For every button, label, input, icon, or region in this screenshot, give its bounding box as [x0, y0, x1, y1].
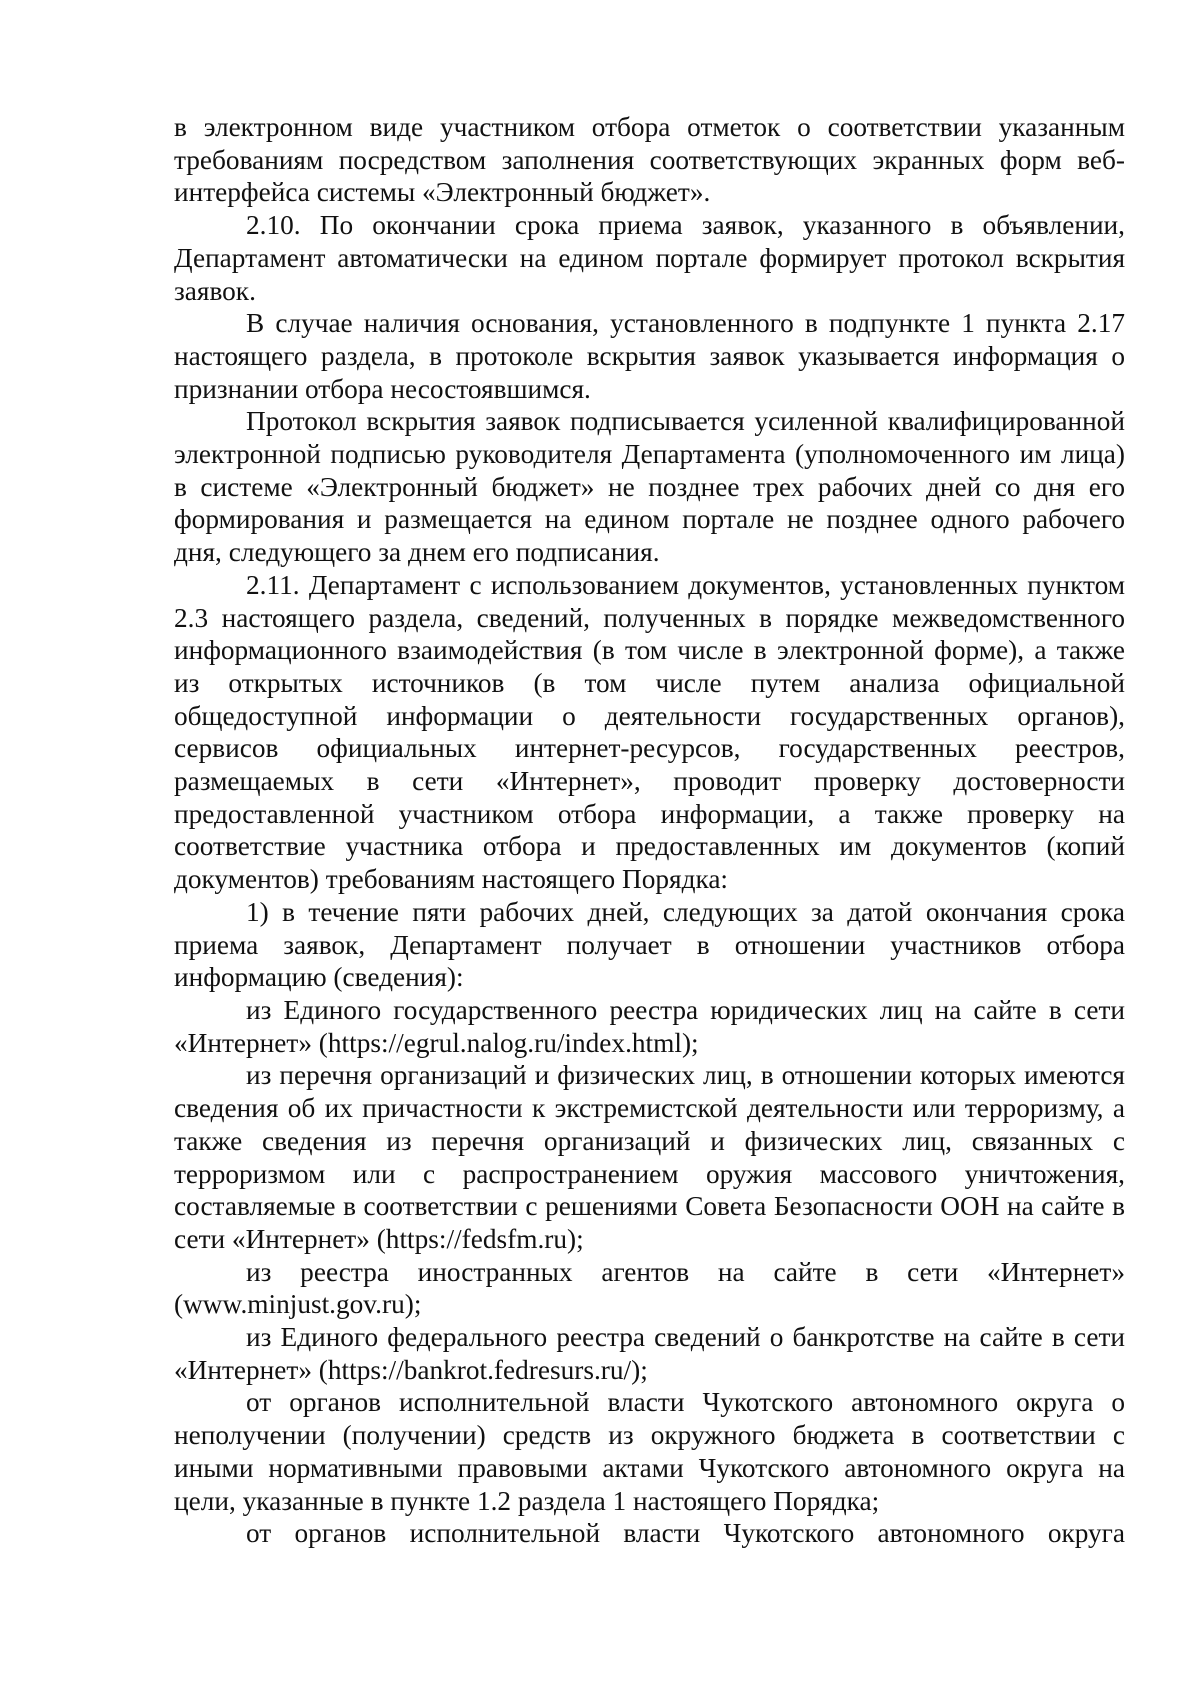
paragraph-protocol-signing: Протокол вскрытия заявок подписывается усиленной квалифицированной электронной подписью руководителя Департамента (уполномоченного им лица) в системе «Электронный бюджет» не позднее трех рабочих дней со дня его формирования и размещается на едином портале не позднее одного рабочего дня, следующего за днем его подписания.: [174, 406, 1125, 568]
paragraph-item-1: 1) в течение пяти рабочих дней, следующих за датой окончания срока приема заявок, Департамент получает в отношении участников отбора информацию (сведения):: [174, 896, 1125, 993]
paragraph-executive-authorities-1: от органов исполнительной власти Чукотского автономного округа о неполучении (получении) средств из окружного бюджета в соответствии с иными нормативными правовыми актами Чукотского автономного округа на цели, указанные в пункте 1.2 раздела 1 настоящего Порядка;: [174, 1387, 1125, 1516]
paragraph-grounds-failure: В случае наличия основания, установленного в подпункте 1 пункта 2.17 настоящего раздела, в протоколе вскрытия заявок указывается информация о признании отбора несостоявшимся.: [174, 308, 1125, 404]
paragraph-bankruptcy: из Единого федерального реестра сведений о банкротстве на сайте в сети «Интернет» (https://bankrot.fedresurs.ru/);: [174, 1322, 1125, 1385]
paragraph-foreign-agents: из реестра иностранных агентов на сайте в сети «Интернет» (www.minjust.gov.ru);: [174, 1256, 1125, 1320]
paragraph-continuation: в электронном виде участником отбора отметок о соответствии указанным требованиям посредством заполнения соответствующих экранных форм веб-интерфейса системы «Электронный бюджет».: [174, 112, 1125, 208]
document-body: [174, 111, 1125, 1550]
paragraph-egrul: из Единого государственного реестра юридических лиц на сайте в сети «Интернет» (https://egrul.nalog.ru/index.html);: [174, 994, 1125, 1058]
paragraph-fedsfm: из перечня организаций и физических лиц, в отношении которых имеются сведения об их причастности к экстремистской деятельности или терроризму, а также сведения из перечня организаций и физических лиц, связанных с терроризмом или с распространением оружия массового уничтожения, составляемые в соответствии с решениями Совета Безопасности ООН на сайте в сети «Интернет» (https://fedsfm.ru);: [174, 1060, 1125, 1254]
paragraph-executive-authorities-2: от органов исполнительной власти Чукотского автономного округа: [246, 1518, 1125, 1549]
paragraph-2-11: 2.11. Департамент с использованием документов, установленных пунктом 2.3 настоящего раздела, сведений, полученных в порядке межведомственного информационного взаимодействия (в том числе в электронной форме), а также из открытых источников (в том числе путем анализа официальной общедоступной информации о деятельности государственных органов), сервисов официальных интернет-ресурсов, государственных реестров, размещаемых в сети «Интернет», проводит проверку достоверности предоставленной участником отбора информации, а также проверку на соответствие участника отбора и предоставленных им документов (копий документов) требованиям настоящего Порядка:: [174, 569, 1125, 895]
paragraph-2-10: 2.10. По окончании срока приема заявок, указанного в объявлении, Департамент автоматически на едином портале формирует протокол вскрытия заявок.: [174, 210, 1125, 306]
